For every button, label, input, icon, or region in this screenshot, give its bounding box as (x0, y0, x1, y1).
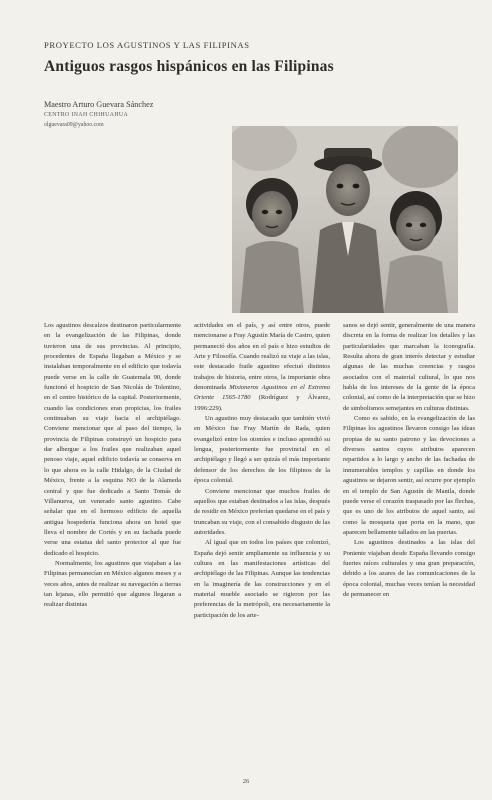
children-photo (232, 126, 458, 313)
book-title: Misioneros Agustinos en el Extremo Oriente 1565-1780 (194, 384, 330, 402)
paragraph: Al igual que en todos los países que colonizó, España dejó sentir ampliamente su influencia y su cultura en las manifestaciones artísticas del archipiélago de las Filipinas. Aunque las tendencias en la imaginería de las construcciones y en el material mueble asociado se rigieron por las preferencias de la metrópoli, era necesariamente la participación de los arte- (194, 539, 330, 619)
text-column-1 (44, 321, 181, 611)
paragraph (194, 321, 330, 414)
text-column-3 (343, 321, 475, 600)
running-head: PROYECTO LOS AGUSTINOS Y LAS FILIPINAS (44, 40, 250, 50)
author-name: Maestro Arturo Guevara Sánchez (44, 100, 154, 109)
article-title: Antiguos rasgos hispánicos en las Filipinas (44, 58, 334, 75)
children-photo-illustration (232, 126, 458, 313)
paragraph: Como es sabido, en la evangelización de las Filipinas los agustinos llevaron consigo las ideas propias de su santo patrono y las devociones a diversos santos cuyos atributos aparecen repartidos a lo largo y ancho de las fachadas de innumerables templos y capillas en donde los agustinos se dejaron sentir, así ocurre por ejemplo en el templo de San Agustín de Manila, donde puede verse el corazón traspasado por las flechas, que es uno de los atributos de aquel santo, así como la mosqueta que porta en la mano, que aparecen bellamente tallados en las puertas. (343, 415, 475, 536)
author-affiliation: CENTRO INAH CHIHUAHUA (44, 112, 129, 118)
paragraph: Los agustinos destinados a las islas del Poniente viajaban desde España llevando consigo fuertes raíces culturales y una gran preparación, debido a los azares de las comunicaciones de la época colonial, muchas veces tenían la necesidad de permanecer en (343, 539, 475, 598)
paragraph: sanos se dejó sentir, generalmente de una manera discreta en la forma de realizar los detalles y las particularidades que marcaban la iconografía. Resulta ahora de gran interés detectar y estudiar algunas de las muchas creencias y rasgos asociados con el material cultural, lo que nos habla de los intereses de la gente de la época colonial, así como de la interpretación que se hizo de simbolismos semejantes en culturas distintas. (343, 322, 475, 412)
text-column-2 (194, 321, 330, 621)
paragraph: Conviene mencionar que muchos frailes de aquellos que estaban destinados a las islas, después de residir en México preferían quedarse en el país y truncaban su viaje, con el consabido disgusto de las autoridades. (194, 487, 330, 536)
author-email: olguevara09@yahoo.com (44, 122, 104, 128)
paragraph-text: actividades en el país, y así entre otros, puede mencionarse a Fray Agustín María de Castro, quien permaneció dos años en el país e hizo estudios de Arte y Filosofía. Cuando realizó su viaje a las islas, este destacado fraile agustino efectuó distintos trabajos de historia, entre otros, la importante obra denominada (194, 322, 330, 392)
paragraph: Normalmente, los agustinos que viajaban a las Filipinas permanecían en México algunos meses y a veces años, antes de realizar su navegación a tierras tan lejanas, ello permitió que algunos llegaran a realizar distintas (44, 559, 181, 609)
page-number: 26 (242, 778, 250, 785)
paragraph: Los agustinos descalzos destinaron particularmente en la evangelización de las Filipinas, donde tuvieron una de sus provincias. Al principio, procedentes de España llegaban a México y se instalaban temporalmente en el edificio que todavía puede verse en la calle de Guatemala 90, donde funcionó el hospicio de San Nicolás de Tolentino, en el centro histórico de la capital. Posteriormente, cuando las condiciones eran propicias, los frailes continuaban su viaje hacia el archipiélago. Conviene mencionar que al paso del tiempo, la provincia de Filipinas construyó un hospicio para dar albergue a los frailes que realizaban aquel penoso viaje, aquel edificio todavía se conserva en lo que ahora es la calle Hidalgo, de la Ciudad de México, frente a la esquina NO de la Alameda central y que fue dedicado a Santo Tomás de Villanueva, un venerado santo agustino. Cabe señalar que en el hermoso edificio de aquella antigua hospedería funciona ahora un hotel que lleva el nombre de Cortés y en su fachada puede verse una estatua del santo protector al que fue dedicado el hospicio. (44, 322, 181, 557)
paragraph: Un agustino muy destacado que también vivió en México fue Fray Martín de Rada, quien evangelizó entre los otomíes e incluso aprendió su lengua, posteriormente fue provincial en el archipiélago y llegó a ser quizás el más importante defensor de los derechos de los filipinos de la época colonial. (194, 415, 330, 485)
citation: (Rodríguez y Álvarez, 1996:229). (194, 394, 330, 412)
